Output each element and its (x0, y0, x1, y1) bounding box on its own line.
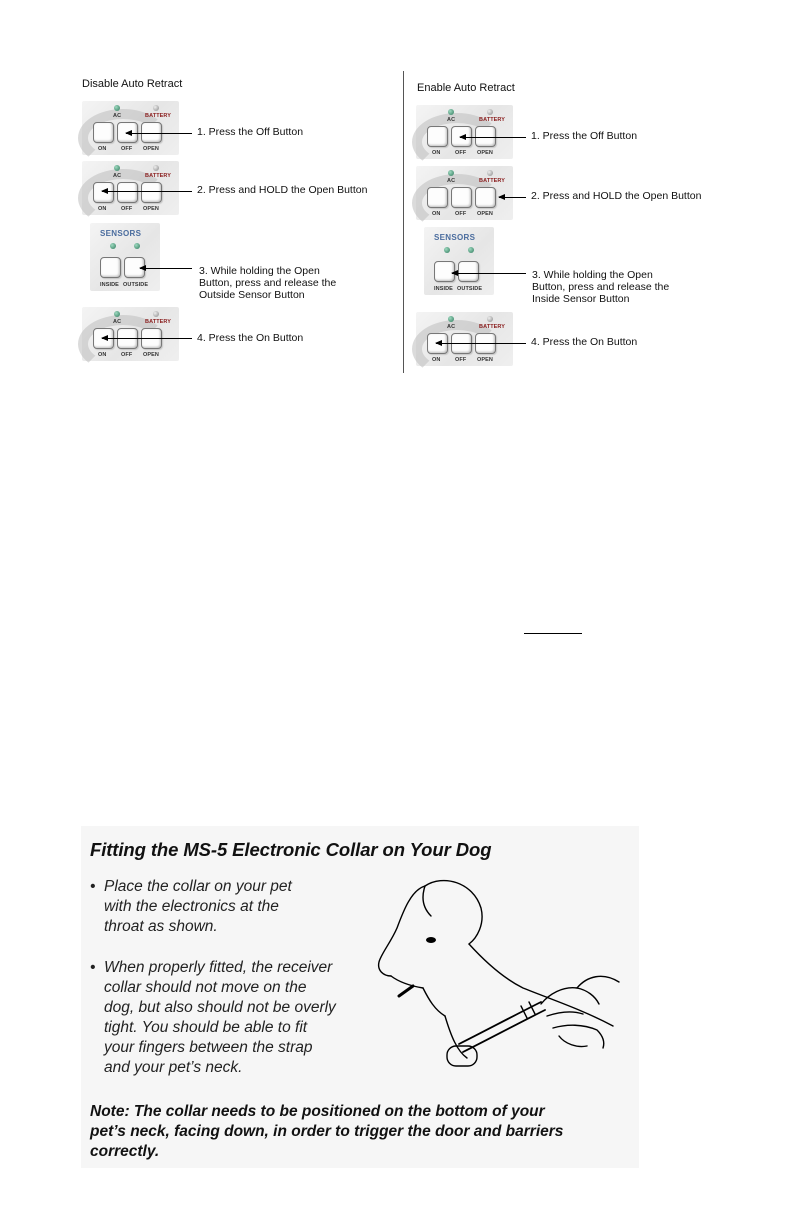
step-3-text: 3. While holding the Open Button, press and release the Inside Sensor Button (532, 269, 670, 305)
battery-label: BATTERY (145, 113, 172, 119)
section-title: Disable Auto Retract (82, 78, 183, 90)
inside-label: INSIDE (434, 286, 453, 292)
control-panel-step-1 (416, 105, 513, 159)
battery-label: BATTERY (145, 173, 172, 179)
ac-led-icon (448, 316, 454, 322)
arrow-step-1 (126, 133, 192, 134)
on-label: ON (98, 146, 107, 152)
outside-label: OUTSIDE (457, 286, 483, 292)
battery-led-icon (487, 170, 493, 176)
open-label: OPEN (477, 357, 493, 363)
ac-led-icon (448, 109, 454, 115)
outside-led-icon (468, 247, 474, 253)
off-label: OFF (455, 150, 467, 156)
step-1-text: 1. Press the Off Button (531, 130, 638, 142)
ac-led-icon (114, 105, 120, 111)
open-button[interactable] (475, 187, 496, 208)
on-button[interactable] (427, 126, 448, 147)
battery-led-icon (153, 165, 159, 171)
off-label: OFF (121, 206, 133, 212)
step-4-text: 4. Press the On Button (197, 332, 304, 344)
dog-collar-illustration (373, 876, 628, 1076)
collar-section-title: Fitting the MS-5 Electronic Collar on Your Dog (90, 839, 492, 860)
outside-sensor-button[interactable] (458, 261, 479, 282)
control-panel-step-2 (82, 161, 179, 215)
open-label: OPEN (143, 206, 159, 212)
arrow-step-2 (102, 191, 192, 192)
arrow-step-1 (460, 137, 526, 138)
off-label: OFF (455, 211, 467, 217)
arrow-step-2 (499, 197, 526, 198)
off-button[interactable] (117, 182, 138, 203)
open-label: OPEN (477, 150, 493, 156)
ac-label: AC (113, 113, 122, 119)
sensors-label: SENSORS (434, 233, 476, 242)
ac-led-icon (114, 311, 120, 317)
control-panel-step-4 (82, 307, 179, 361)
on-label: ON (98, 206, 107, 212)
open-label: OPEN (477, 211, 493, 217)
bullet-icon: • (90, 878, 96, 895)
inside-led-icon (110, 243, 116, 249)
battery-led-icon (153, 105, 159, 111)
ac-label: AC (113, 319, 122, 325)
control-panel-step-4 (416, 312, 513, 366)
sensors-panel (90, 223, 160, 291)
sensors-panel (424, 227, 494, 295)
outside-label: OUTSIDE (123, 282, 149, 288)
bullet-icon: • (90, 959, 96, 976)
open-label: OPEN (143, 146, 159, 152)
horizontal-rule (524, 633, 582, 634)
step-4-text: 4. Press the On Button (531, 336, 638, 348)
ac-label: AC (113, 173, 122, 179)
arrow-step-3 (140, 268, 192, 269)
ac-led-icon (448, 170, 454, 176)
sensors-label: SENSORS (100, 229, 142, 238)
control-panel-step-2 (416, 166, 513, 220)
collar-note: Note: The collar needs to be positioned on the bottom of your pet’s neck, facing down, in order to trigger the door and barriers correctly. (90, 1103, 564, 1160)
bullet-place-collar: • Place the collar on your pet with the electronics at the throat as shown. (90, 878, 292, 935)
inside-sensor-button[interactable] (100, 257, 121, 278)
inside-led-icon (444, 247, 450, 253)
on-button[interactable] (93, 122, 114, 143)
battery-led-icon (487, 109, 493, 115)
collar-fitting-box (81, 826, 639, 1168)
off-label: OFF (121, 352, 133, 358)
bullet-proper-fit: • When properly fitted, the receiver collar should not move on the dog, but also should not be overly tight. You should be able to fit your fingers between the strap and your pet’s neck. (90, 959, 336, 1076)
off-label: OFF (121, 146, 133, 152)
ac-label: AC (447, 117, 456, 123)
column-divider (403, 71, 404, 373)
open-button[interactable] (141, 182, 162, 203)
on-label: ON (432, 357, 441, 363)
ac-label: AC (447, 324, 456, 330)
control-panel-step-1 (82, 101, 179, 155)
outside-led-icon (134, 243, 140, 249)
off-button[interactable] (451, 187, 472, 208)
off-label: OFF (455, 357, 467, 363)
battery-label: BATTERY (145, 319, 172, 325)
arrow-step-3 (452, 273, 526, 274)
ac-led-icon (114, 165, 120, 171)
step-2-text: 2. Press and HOLD the Open Button (531, 190, 702, 202)
arrow-step-4 (436, 343, 526, 344)
on-button[interactable] (427, 187, 448, 208)
ac-label: AC (447, 178, 456, 184)
on-label: ON (432, 211, 441, 217)
battery-led-icon (487, 316, 493, 322)
battery-label: BATTERY (479, 117, 506, 123)
battery-led-icon (153, 311, 159, 317)
step-1-text: 1. Press the Off Button (197, 126, 304, 138)
section-title: Enable Auto Retract (417, 82, 515, 94)
battery-label: BATTERY (479, 324, 506, 330)
battery-label: BATTERY (479, 178, 506, 184)
inside-label: INSIDE (100, 282, 119, 288)
on-label: ON (432, 150, 441, 156)
step-2-text: 2. Press and HOLD the Open Button (197, 184, 368, 196)
arrow-step-4 (102, 338, 192, 339)
step-3-text: 3. While holding the Open Button, press and release the Outside Sensor Button (199, 265, 337, 301)
open-label: OPEN (143, 352, 159, 358)
on-label: ON (98, 352, 107, 358)
